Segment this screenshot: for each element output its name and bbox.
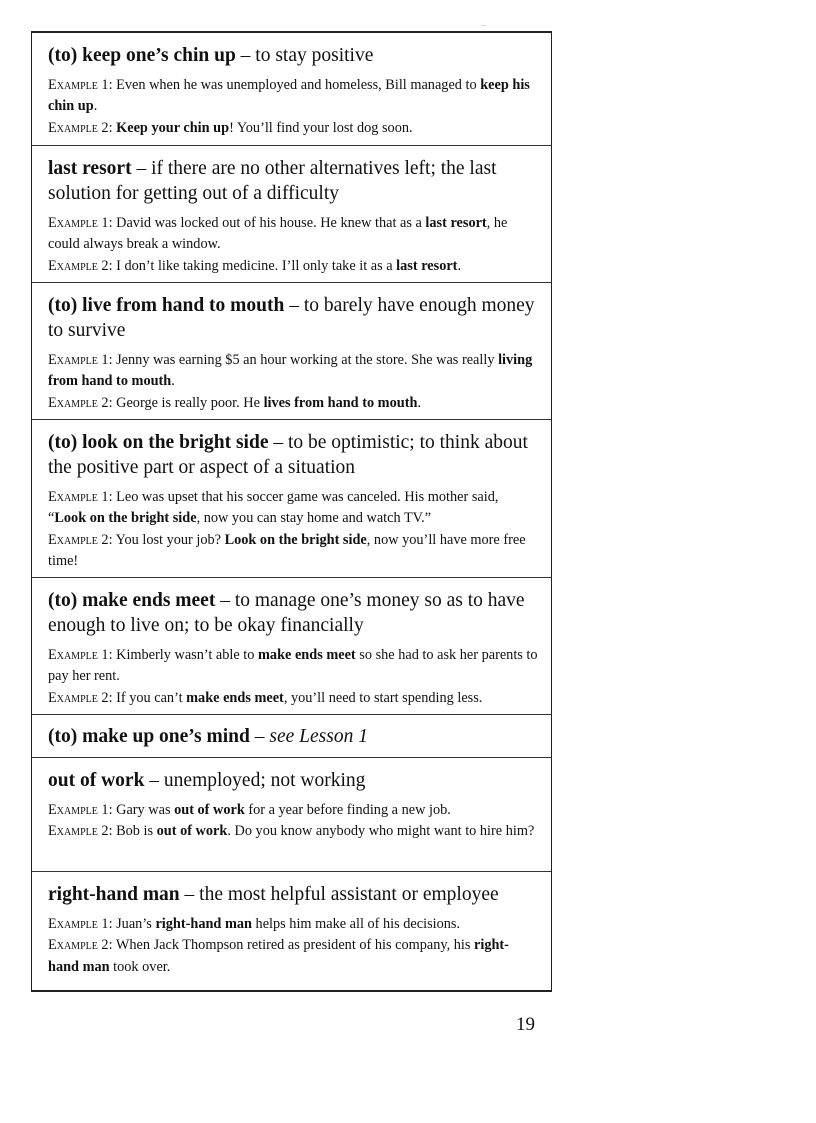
idiom-in-example: last resort [396,257,458,274]
idiom-definition: to be optimistic; to think about the positive part or aspect of a situation [48,432,528,478]
example-label: Example 2: [48,937,113,954]
example-text: , he could always break a window. [48,215,508,253]
example-text: Juan’s [112,916,156,932]
entry-headline [48,588,539,638]
idiom-definition: to barely have enough money to survive [48,295,535,341]
idiom-term: last resort [48,158,132,179]
dash-separator: – [179,884,200,905]
example-label: Example 1: [48,916,113,932]
idiom-in-example: Keep your chin up [116,119,230,136]
example-text: When Jack Thompson retired as president of his company, his [112,937,474,954]
idiom-term: (to) make ends meet [48,590,216,611]
idiom-term: (to) make up one’s mind [48,726,250,747]
example-text: took over. [109,958,171,975]
example-text: , you’ll need to start spending less. [283,689,483,706]
example-text: . [171,373,175,390]
example-text: Jenny was earning $5 an hour working at the store. She was really [112,352,499,368]
example-label: Example 2: [48,531,113,548]
idiom-in-example: last resort [425,215,487,231]
glossary-entry [32,420,551,578]
example-sentence [48,914,539,935]
dash-separator: – [249,726,270,747]
example-text: Even when he was unemployed and homeless, Bill managed to [112,77,481,93]
idiom-term: (to) keep one’s chin up [48,45,236,66]
idiom-term: (to) live from hand to mouth [48,295,285,316]
example-text: Kimberly wasn’t able to [112,647,259,663]
glossary-entry [32,146,551,283]
example-label: Example 1: [48,647,113,663]
example-text: , now you’ll have more free time! [48,531,526,569]
scan-mark [481,25,486,26]
idiom-in-example: out of work [156,823,228,840]
idiom-in-example: lives from hand to mouth [263,394,418,411]
example-sentence [48,256,539,277]
example-label: Example 1: [48,77,113,93]
example-label: Example 1: [48,489,113,505]
example-sentence [48,213,539,256]
page-number: 19 [516,1014,535,1035]
example-text: Leo was upset that his soccer game was canceled. His mother said, “ [48,489,499,527]
example-text: . [93,98,98,115]
example-label: Example 2: [48,257,113,274]
cross-reference: see Lesson 1 [269,726,368,747]
idiom-definition: unemployed; not working [163,770,366,791]
example-sentence [48,800,539,821]
idiom-in-example: right-hand man [48,937,509,975]
idiom-term: right-hand man [48,884,180,905]
example-text: I don’t like taking medicine. I’ll only take it as a [112,257,397,274]
example-text: George is really poor. He [112,394,264,411]
dash-separator: – [131,158,152,179]
entry-headline [48,156,539,206]
example-sentence [48,487,539,530]
entry-headline [48,882,539,907]
example-text: so she had to ask her parents to pay her rent. [48,647,538,685]
idiom-in-example: make ends meet [186,689,284,706]
idiom-in-example: keep his chin up [48,77,530,115]
idiom-in-example: Look on the bright side [54,510,197,527]
example-text: . [457,257,462,274]
entry-headline [48,43,539,68]
glossary-entry [32,872,551,990]
example-label: Example 1: [48,215,113,231]
idiom-in-example: out of work [174,802,245,818]
dash-separator: – [215,590,235,611]
example-sentence [48,350,539,393]
example-sentence [48,688,539,709]
glossary-entry [32,283,551,420]
example-label: Example 2: [48,823,113,840]
example-sentence [48,935,539,978]
glossary-entry [32,33,551,146]
example-sentence [48,393,539,414]
example-label: Example 2: [48,394,113,411]
example-text: for a year before finding a new job. [244,802,451,818]
example-text: Bob is [112,823,157,840]
dash-separator: – [235,45,256,66]
idiom-term: out of work [48,770,145,791]
idiom-in-example: make ends meet [258,647,356,663]
idiom-in-example: Look on the bright side [224,531,367,548]
example-text: Gary was [112,802,175,818]
dash-separator: – [284,295,304,316]
idiom-in-example: right-hand man [155,916,252,932]
example-text: . [417,394,421,411]
example-text: , now you can stay home and watch TV.” [196,510,432,527]
example-text: ! You’ll find your lost dog soon. [229,119,413,136]
idiom-definition: to stay positive [255,45,374,66]
example-sentence [48,821,539,842]
example-text: David was locked out of his house. He knew that as a [112,215,426,231]
idiom-term: (to) look on the bright side [48,432,269,453]
example-sentence [48,645,539,688]
example-label: Example 2: [48,689,113,706]
dash-separator: – [144,770,164,791]
entry-headline [48,768,539,793]
example-label: Example 1: [48,352,113,368]
example-label: Example 1: [48,802,113,818]
idiom-glossary-box [31,31,552,992]
entry-headline [48,430,539,480]
example-text: You lost your job? [112,531,225,548]
idiom-in-example: living from hand to mouth [48,352,533,390]
entry-headline [48,293,539,343]
idiom-definition: the most helpful assistant or employee [199,884,499,905]
example-sentence [48,530,539,573]
example-text: helps him make all of his decisions. [251,916,461,932]
example-label: Example 2: [48,119,113,136]
glossary-entry [32,758,551,872]
entry-headline [48,724,539,749]
idiom-definition: if there are no other alternatives left; the last solution for getting out of a difficulty [48,158,497,204]
idiom-definition: to manage one’s money so as to have enough to live on; to be okay financially [48,590,525,636]
glossary-entry [32,715,551,758]
example-sentence [48,75,539,118]
glossary-entry [32,578,551,715]
example-sentence [48,118,539,139]
dash-separator: – [268,432,288,453]
example-text: If you can’t [112,689,187,706]
example-text: . Do you know anybody who might want to hire him? [227,823,535,840]
